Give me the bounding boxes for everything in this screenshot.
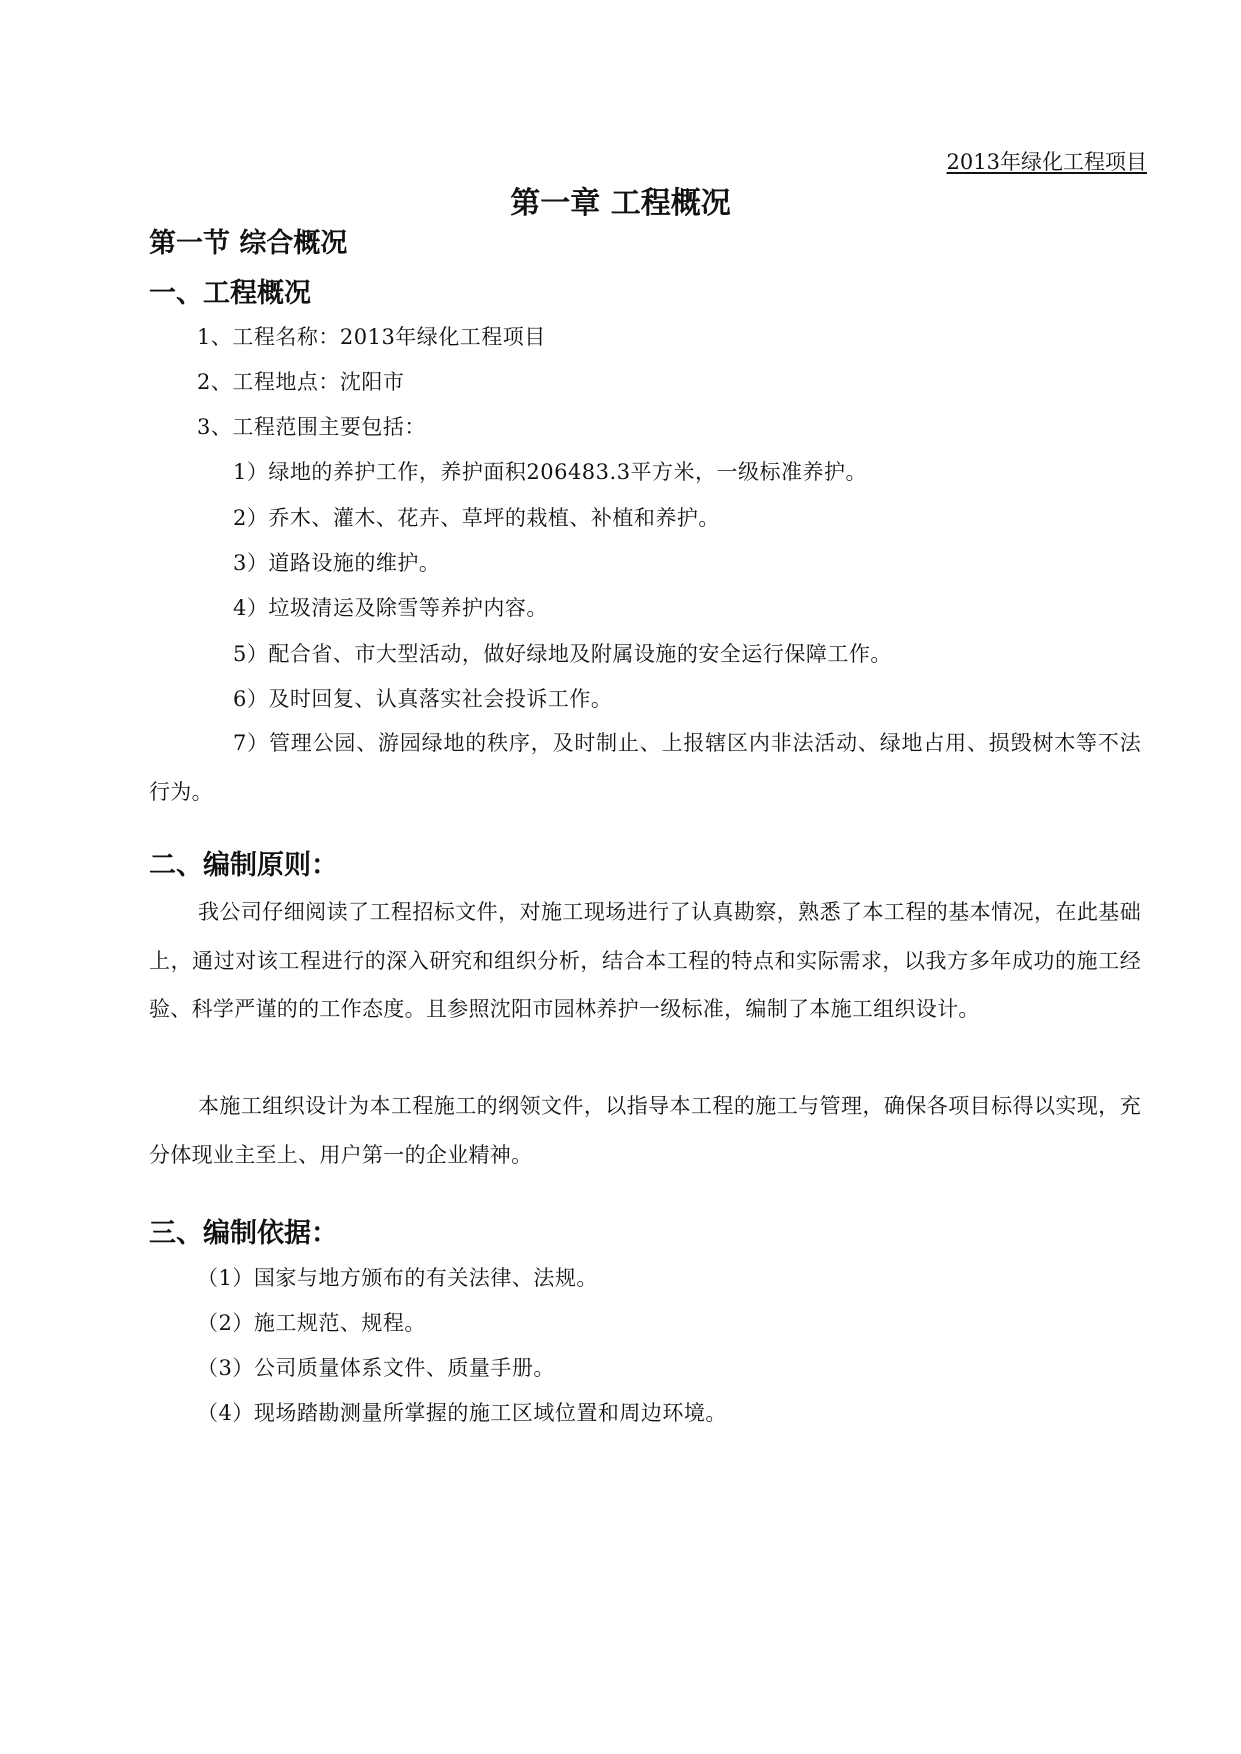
scope-item: 6）及时回复、认真落实社会投诉工作。: [233, 687, 613, 711]
scope-item: 2）乔木、灌木、花卉、草坪的栽植、补植和养护。: [233, 506, 720, 530]
basis-item: （4）现场踏勘测量所掌握的施工区域位置和周边环境。: [197, 1401, 727, 1425]
scope-item: 1）绿地的养护工作，养护面积206483.3平方米，一级标准养护。: [233, 460, 868, 484]
scope-item: 3）道路设施的维护。: [233, 551, 441, 575]
scope-item: 5）配合省、市大型活动，做好绿地及附属设施的安全运行保障工作。: [233, 642, 892, 666]
project-location-item: 2、工程地点：沈阳市: [197, 370, 405, 394]
scope-item: 4）垃圾清运及除雪等养护内容。: [233, 596, 548, 620]
heading-compilation-principles: 二、编制原则：: [149, 850, 338, 881]
project-name-item: 1、工程名称：2013年绿化工程项目: [197, 325, 546, 349]
principles-paragraph: 本施工组织设计为本工程施工的纲领文件，以指导本工程的施工与管理，确保各项目标得以实现，充分体现业主至上、用户第一的企业精神。: [149, 1094, 1141, 1167]
page-header: 2013年绿化工程项目: [946, 150, 1147, 174]
scope-item: 7）管理公园、游园绿地的秩序，及时制止、上报辖区内非法活动、绿地占用、损毁树木等不法行为。: [149, 731, 1141, 804]
basis-item: （2）施工规范、规程。: [197, 1311, 426, 1335]
section-title: 第一节 综合概况: [149, 228, 348, 259]
heading-project-overview: 一、工程概况: [149, 278, 311, 309]
principles-paragraph: 我公司仔细阅读了工程招标文件，对施工现场进行了认真勘察，熟悉了本工程的基本情况，在此基础上，通过对该工程进行的深入研究和组织分析，结合本工程的特点和实际需求，以我方多年成功的施工经验、科学严谨的的工作态度。且参照沈阳市园林养护一级标准，编制了本施工组织设计。: [149, 900, 1141, 1021]
basis-item: （3）公司质量体系文件、质量手册。: [197, 1356, 555, 1380]
basis-item: （1）国家与地方颁布的有关法律、法规。: [197, 1266, 598, 1290]
chapter-title: 第一章 工程概况: [510, 186, 731, 221]
heading-compilation-basis: 三、编制依据：: [149, 1218, 338, 1249]
project-scope-item: 3、工程范围主要包括：: [197, 415, 426, 439]
